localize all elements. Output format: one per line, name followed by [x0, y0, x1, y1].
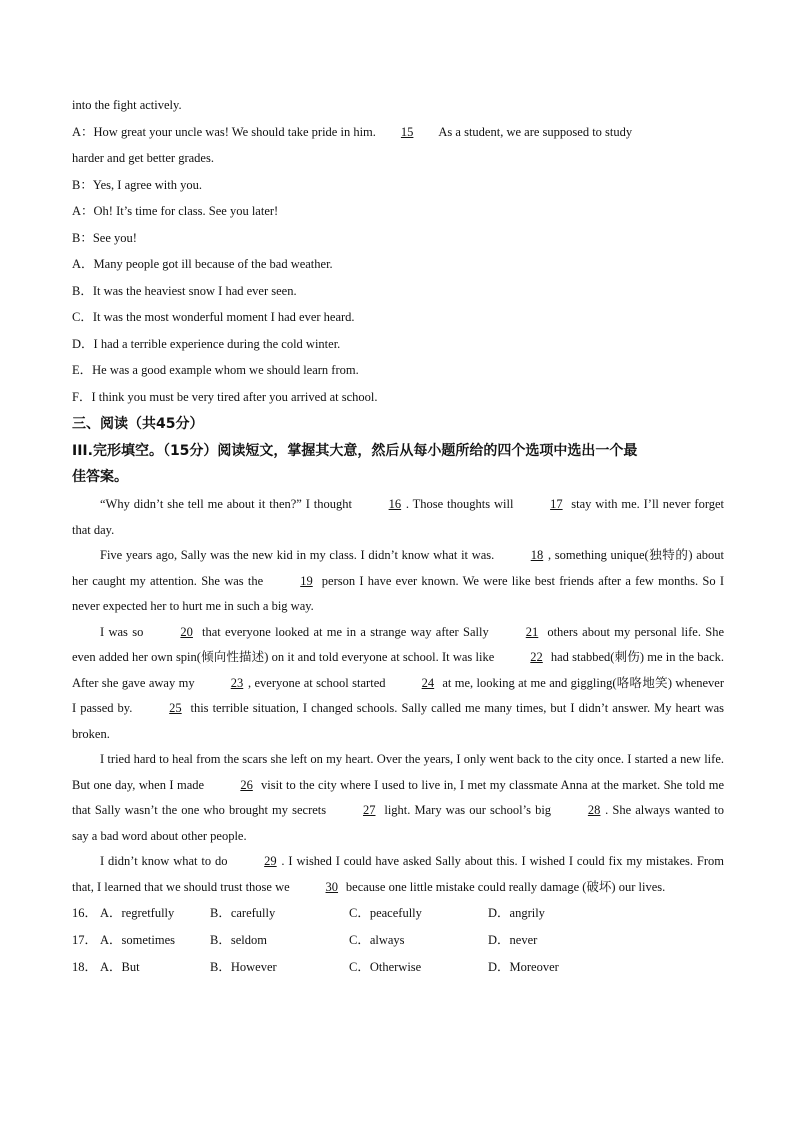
blank-28: 28 — [587, 803, 601, 817]
blank-21: 21 — [525, 624, 539, 639]
passage-text: stay with me. I’ll never forget that day. — [72, 497, 725, 537]
option-d: D．never — [488, 933, 538, 947]
option-a: A．sometimes — [100, 933, 175, 947]
passage-text: I tried hard to heal from the scars she left on my heart. Over the years, I only went back to the city once. I started a new life. But one day, when I made — [72, 752, 724, 792]
passage-text: I didn’t know what to do — [100, 854, 228, 868]
passage-paragraph-3 — [72, 620, 724, 748]
passage-text: light. Mary was our school’s big — [384, 803, 552, 817]
passage-text: Five years ago, Sally was the new kid in my class. I didn’t know what it was. — [100, 548, 495, 562]
passage-text: that everyone looked at me in a strange way after Sally — [201, 624, 489, 639]
passage-text: had stabbed(刺伤) me in the back. After she gave away my — [72, 650, 725, 690]
option-a: A．But — [100, 960, 140, 974]
passage-text: this terrible situation, I changed schools. Sally called me many times, but I didn’t answer. My heart was broken. — [72, 701, 725, 741]
blank-20: 20 — [180, 624, 193, 639]
blank-17: 17 — [550, 497, 563, 511]
blank-25: 25 — [169, 701, 182, 715]
blank-16: 16 — [388, 497, 402, 511]
question-number: 16． — [72, 906, 98, 920]
question-number: 18． — [72, 960, 98, 974]
dialog-continuation: into the fight actively. — [72, 98, 182, 112]
passage-text: , something unique(独特的) about her caught my attention. She was the — [72, 548, 724, 588]
option-d: D．angrily — [488, 906, 545, 920]
option-b: B．carefully — [210, 906, 276, 920]
exercise-title-line-1: III.完形填空。（15分）阅读短文，掌握其大意，然后从每小题所给的四个选项中选出一个最 — [72, 443, 638, 459]
dialog-line-a2: A：Oh! It’s time for class. See you later! — [72, 204, 279, 218]
question-18 — [72, 954, 724, 981]
blank-29: 29 — [264, 854, 277, 868]
dialog-line-b1: B：Yes, I agree with you. — [72, 177, 202, 192]
dialog-text: A：How great your uncle was! We should take pride in him. — [72, 124, 376, 139]
exercise-title — [72, 438, 724, 490]
passage-paragraph-4 — [72, 747, 724, 849]
passage-text: at me, looking at me and giggling(咯咯地笑) whenever I passed by. — [72, 675, 725, 715]
choice-f: F．I think you must be very tired after you arrived at school. — [72, 389, 378, 404]
passage-text: , everyone at school started — [247, 675, 386, 690]
passage-paragraph-1 — [72, 492, 724, 543]
question-16 — [72, 900, 724, 927]
passage-text: . Those thoughts will — [405, 497, 514, 511]
blank-23: 23 — [230, 675, 244, 690]
choice-d: D．I had a terrible experience during the cold winter. — [72, 336, 341, 351]
option-c: C．always — [349, 933, 405, 947]
passage-text: . I wished I could have asked Sally about this. I wished I could fix my mistakes. From that, I learned that we should trust those we — [72, 854, 725, 894]
passage-text: others about my personal life. She even added her own spin(倾向性描述) on it and told everyone at school. It was like — [72, 624, 725, 664]
option-c: C．Otherwise — [349, 960, 422, 974]
blank-15: 15 — [400, 124, 414, 139]
blank-24: 24 — [421, 675, 435, 690]
passage-paragraph-2 — [72, 543, 724, 620]
choice-c: C．It was the most wonderful moment I had ever heard. — [72, 310, 355, 324]
exercise-title-line-2: 佳答案。 — [72, 469, 128, 485]
dialog-line-a1-cont: harder and get better grades. — [72, 151, 214, 165]
blank-26: 26 — [240, 777, 253, 792]
passage-paragraph-5 — [72, 849, 724, 900]
blank-22: 22 — [530, 650, 543, 664]
blank-18: 18 — [530, 548, 544, 562]
option-d: D．Moreover — [488, 960, 559, 974]
option-a: A．regretfully — [100, 906, 175, 920]
blank-27: 27 — [362, 803, 376, 817]
document-page — [72, 92, 724, 981]
passage-text: person I have ever known. We were like best friends after a few months. So I never expected her to hurt me in such a big way. — [72, 573, 725, 613]
section-title: 三、阅读（共45分） — [72, 416, 204, 432]
choice-a: A．Many people got ill because of the bad weather. — [72, 257, 333, 271]
option-b: B．However — [210, 960, 277, 974]
option-b: B．seldom — [210, 933, 267, 947]
dialog-line-a1 — [72, 119, 724, 146]
choice-b: B．It was the heaviest snow I had ever seen. — [72, 283, 297, 298]
blank-30: 30 — [325, 879, 339, 894]
dialog-line-b2: B：See you! — [72, 230, 137, 245]
blank-19: 19 — [300, 573, 313, 588]
dialog-text: As a student, we are supposed to study — [438, 124, 633, 139]
passage-text: “Why didn’t she tell me about it then?” I thought — [100, 497, 352, 511]
option-c: C．peacefully — [349, 906, 422, 920]
passage-text: because one little mistake could really damage (破坏) our lives. — [345, 879, 666, 894]
passage-text: I was so — [100, 624, 144, 639]
question-number: 17． — [72, 933, 98, 947]
choice-e: E．He was a good example whom we should learn from. — [72, 363, 359, 377]
passage-text: . She always wanted to say a bad word about other people. — [72, 803, 725, 843]
question-17 — [72, 927, 724, 954]
passage-text: visit to the city where I used to live in, I met my classmate Anna at the market. She told me that Sally wasn’t the one who brought my secrets — [72, 777, 725, 817]
